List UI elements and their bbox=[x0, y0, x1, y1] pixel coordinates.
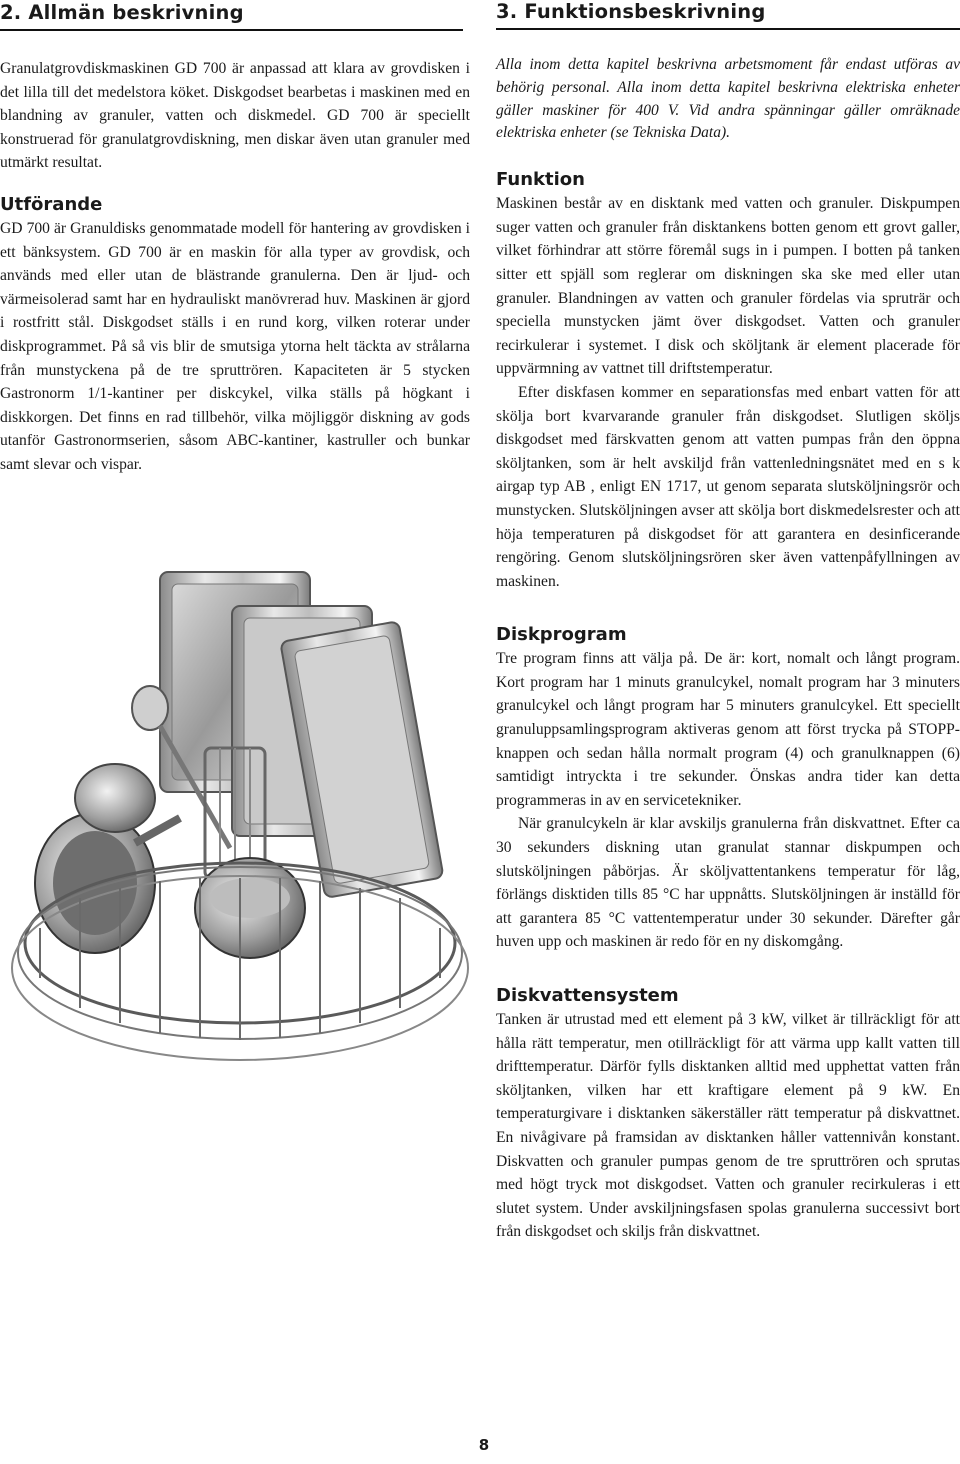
diskvattensystem-heading: Diskvattensystem bbox=[496, 985, 679, 1006]
utforande-body: GD 700 är Granuldisks genommatade modell för hantering av grovdisken i ett bänksystem. GD 700 är en maskin för alla typer av grovdisk, och används med eller utan de blästrande granulerna. Den är ljud- och värmeisolerad samt har en hydrauliskt manövrerad huv. Maskinen är gjord i rostfritt stål. Diskgodset ställs i en rund korg, vilken roterar under diskprogrammet. På så vis blir de smutsiga ytorna helt täckta av strålarna från munstyckena på de tre spruttrören. Kapaciteten är 5 stycken Gastronorm 1/1-kantiner per diskcykel, vilka ställs på högkant i diskkorgen. Det finns en rad tillbehör, vilka möjliggör diskning av gods utanför Gastronormserien, såsom ABC-kantiner, kastruller och bunkar samt slevar och vispar. bbox=[0, 219, 470, 473]
funktion-paragraph-2: Efter diskfasen kommer en separationsfas med enbart vatten för att skölja bort kvarvarande granuler från diskgodset. Slutligen sköljs diskgodset med färskvatten genom att vatten pumpas från den öppna sköljtanken, som är helt avskiljd från vattenledningsnätet med en s k airgap typ AB , enligt EN 1717, ut genom separata slutsköljningsrör och munstycken. Slutsköljningen avser att skölja bort diskmedelsrester och att höja temperaturen på diskgodset för att garantera en desinficerande rengöring. Genom slutsköljningsrören sker även vattenpåfyllningen av maskinen. bbox=[496, 383, 960, 590]
funktion-heading: Funktion bbox=[496, 169, 585, 191]
section-3-title: 3. Funktionsbeskrivning bbox=[496, 0, 766, 23]
section-3-rule bbox=[496, 28, 960, 30]
section-2-title: 2. Allmän beskrivning bbox=[0, 1, 244, 24]
utforande-heading: Utförande bbox=[0, 193, 103, 215]
section-2-rule bbox=[0, 29, 463, 31]
funktion-paragraph-1: Maskinen består av en disktank med vatten och granuler. Diskpumpen suger vatten och granuler från disktankens botten genom ett grovt galler, vilket förhindrar att större föremål sugs in i pumpen. I botten på tanken sitter ett spjäll som reglerar om diskningen ska ske med eller utan granuler. Blandningen av vatten och granuler fördelas via spruträr och speciella munstycken jämt över diskgodset. Vatten och granuler recirkulerar i systemet. I disk och sköljtank är element placerade för uppvärmning av vattnet till driftstemperatur. bbox=[496, 195, 960, 378]
section-2-intro: Granulatgrovdiskmaskinen GD 700 är anpassad att klara av grovdisken i det lilla till det medelstora köket. Diskgodset bearbetas i maskinen med en blandning av granuler, vatten och diskmedel. GD 700 är speciellt konstruerad för granulatgrovdiskning, men diskar även utan granuler med utmärkt resultat. bbox=[0, 60, 470, 172]
section-3-intro: Alla inom detta kapitel beskrivna arbetsmoment får endast utföras av behörig personal. Alla inom detta kapitel beskrivna elektriska enheter gäller maskiner för 400 V. Vid andra spänningar gäller omräknade elektriska enheter (se Tekniska Data). bbox=[496, 56, 960, 142]
dish-rack-photo bbox=[0, 548, 480, 1080]
diskprogram-heading: Diskprogram bbox=[496, 624, 627, 646]
diskprogram-paragraph-2: När granulcykeln är klar avskiljs granulerna från diskvattnet. Efter ca 30 sekunders diskning utan granulat stannar diskpumpen och slutsköljningen påbörjas. Är sköljvattentankens temperatur för låg, förlängs disktiden tills 85 °C har uppnåtts. Slutsköljningen är inställd för att garantera 85 °C vattentemperatur under 30 sekunder. Därefter går huven upp och maskinen är redo för en ny diskomgång. bbox=[496, 815, 960, 951]
right-column bbox=[496, 0, 960, 1244]
diskprogram-paragraph-1: Tre program finns att välja på. De är: kort, nomalt och långt program. Kort program har 1 minuts granulcykel, nomalt program har 3 minuters granulcykel och långt program har 5 minuters granulcykel. Ett speciellt granuluppsamlingsprogram aktiveras genom att först trycka på STOPP-knappen och sedan hålla normalt program (4) och granulknappen (6) samtidigt intryckta i tre sekunder. Önskas andra tider kan detta programmeras in av en servicetekniker. bbox=[496, 650, 960, 809]
page-number: 8 bbox=[478, 1436, 490, 1454]
diskvattensystem-paragraph: Tanken är utrustad med ett element på 3 kW, vilket är tillräckligt för att hålla rätt temperatur, men otillräckligt för att värma upp kallt vatten till drifttemperatur. Därför fylls disktanken alltid med upphettat vatten från sköljtanken, vilken har ett kraftigare element på 9 kW. En temperaturgivare i disktanken säkerställer rätt temperatur på diskvattnet. En nivågivare på framsidan av disktanken håller vattennivån konstant. Diskvatten och granuler pumpas genom de tre spruttrören och sprutas med högt tryck mot diskgodset. Vatten och granuler recirkuleras i ett slutet system. Under avskiljningsfasen spolas granulerna successivt bort från diskgodset och skiljs från diskvattnet. bbox=[496, 1011, 960, 1241]
left-column bbox=[0, 0, 470, 477]
